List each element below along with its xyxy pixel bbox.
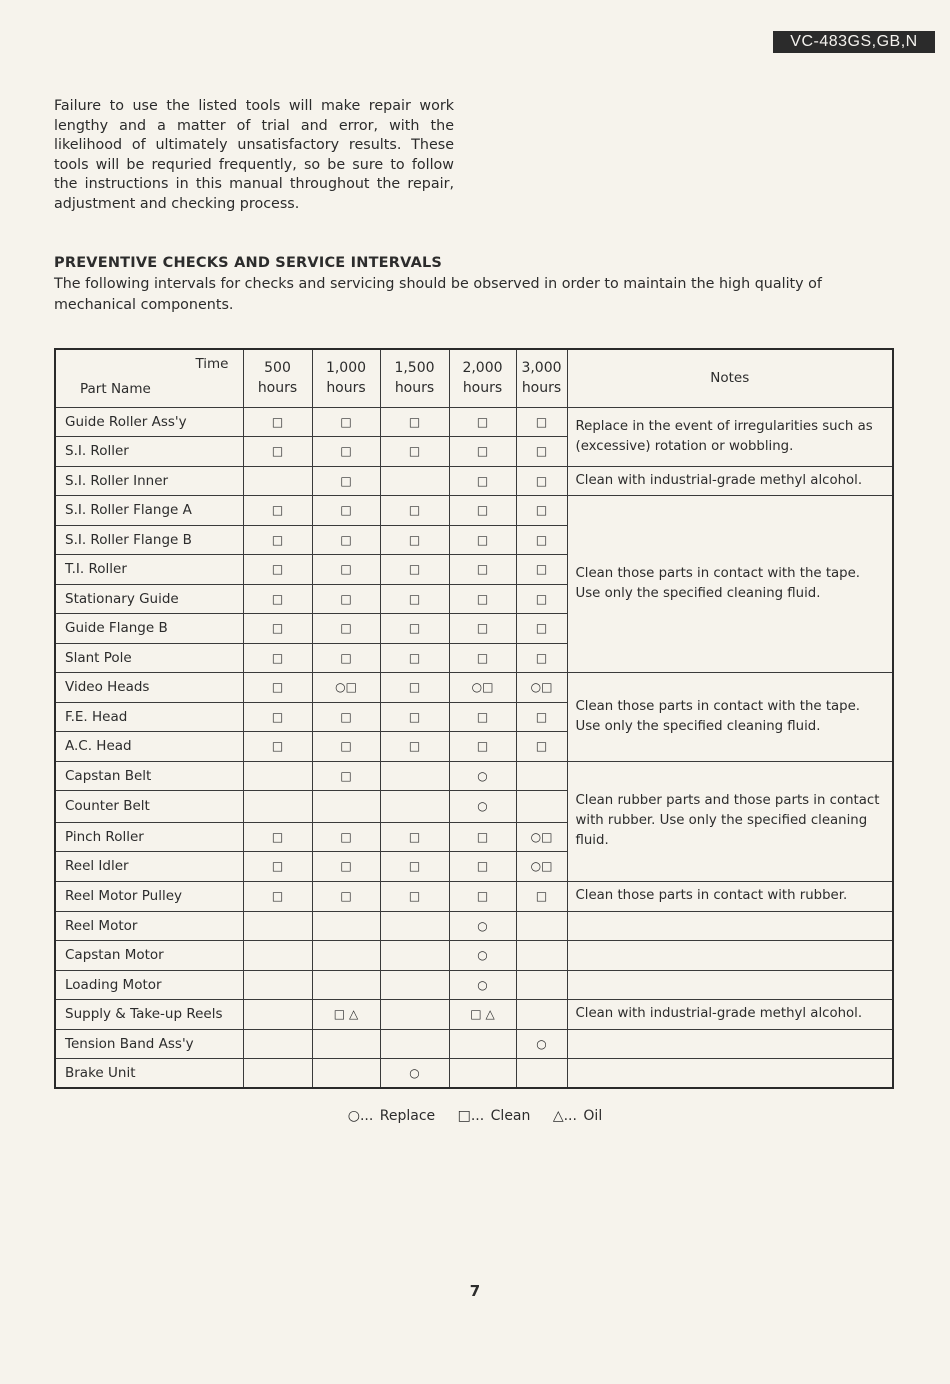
part-name-cell: S.I. Roller Inner <box>55 466 243 495</box>
legend-clean: □... Clean <box>457 1108 531 1124</box>
interval-mark-cell: □ <box>243 822 312 851</box>
interval-mark-cell: □ <box>516 554 567 584</box>
part-name-cell: T.I. Roller <box>55 554 243 584</box>
table-row <box>55 911 893 940</box>
interval-mark-cell: □ <box>449 881 516 911</box>
interval-unit: hours <box>394 380 435 397</box>
interval-mark-cell: □ <box>243 731 312 761</box>
interval-mark-cell: □ <box>243 436 312 466</box>
interval-mark-cell <box>380 970 449 999</box>
interval-mark-cell: ○□ <box>516 822 567 851</box>
interval-mark-cell: □ △ <box>312 999 380 1029</box>
interval-mark-cell: □ <box>312 731 380 761</box>
interval-mark-cell: □ <box>243 672 312 702</box>
interval-mark-cell: □ <box>243 495 312 525</box>
interval-mark-cell: □ <box>380 554 449 584</box>
table-row <box>55 999 893 1029</box>
notes-cell: Clean those parts in contact with the tape. Use only the specified cleaning fluid. <box>567 495 893 672</box>
interval-mark-cell <box>449 1058 516 1088</box>
interval-mark-cell: □ <box>516 495 567 525</box>
interval-unit: hours <box>462 380 503 397</box>
interval-value: 1,000 <box>325 360 367 377</box>
interval-mark-cell: □ <box>516 643 567 672</box>
interval-mark-cell: □ <box>380 672 449 702</box>
notes-cell: Clean those parts in contact with rubber. <box>567 881 893 911</box>
interval-mark-cell: □ <box>449 613 516 643</box>
interval-mark-cell <box>516 761 567 790</box>
interval-header <box>516 349 567 407</box>
interval-mark-cell <box>243 940 312 970</box>
interval-unit: hours <box>257 380 298 397</box>
notes-cell: Clean with industrial-grade methyl alcohol. <box>567 466 893 495</box>
interval-mark-cell <box>516 1058 567 1088</box>
table-row <box>55 672 893 702</box>
interval-mark-cell: □ <box>312 702 380 731</box>
interval-mark-cell <box>312 1029 380 1058</box>
interval-mark-cell: □ <box>380 731 449 761</box>
interval-mark-cell: □ <box>449 731 516 761</box>
part-name-cell: Capstan Motor <box>55 940 243 970</box>
part-name-cell: S.I. Roller Flange A <box>55 495 243 525</box>
interval-mark-cell <box>449 1029 516 1058</box>
interval-mark-cell <box>516 999 567 1029</box>
notes-cell: Clean with industrial-grade methyl alcohol. <box>567 999 893 1029</box>
interval-mark-cell: ○□ <box>516 851 567 881</box>
interval-mark-cell <box>243 1029 312 1058</box>
interval-mark-cell: □ <box>312 851 380 881</box>
notes-header: Notes <box>567 349 893 407</box>
interval-mark-cell: □ <box>449 643 516 672</box>
interval-mark-cell: □ <box>380 407 449 436</box>
interval-mark-cell <box>312 970 380 999</box>
interval-mark-cell: ○ <box>449 940 516 970</box>
interval-mark-cell: □ <box>312 466 380 495</box>
interval-mark-cell: □ <box>312 436 380 466</box>
interval-mark-cell <box>380 999 449 1029</box>
table-row <box>55 1058 893 1088</box>
interval-mark-cell <box>380 940 449 970</box>
interval-mark-cell: □ <box>449 851 516 881</box>
interval-value: 2,000 <box>462 360 503 377</box>
part-name-cell: Guide Roller Ass'y <box>55 407 243 436</box>
interval-mark-cell: □ <box>449 554 516 584</box>
interval-unit: hours <box>326 380 366 397</box>
interval-unit: hours <box>521 380 562 397</box>
interval-mark-cell: □ <box>516 613 567 643</box>
model-badge: VC-483GS,GB,N <box>773 31 935 53</box>
interval-mark-cell <box>380 911 449 940</box>
part-name-header <box>55 349 243 407</box>
interval-mark-cell: □ <box>312 881 380 911</box>
interval-mark-cell: □ <box>312 613 380 643</box>
interval-mark-cell: □ <box>516 466 567 495</box>
notes-cell-empty <box>567 1058 893 1088</box>
notes-cell-empty <box>567 911 893 940</box>
interval-mark-cell: ○ <box>380 1058 449 1088</box>
part-name-cell: Counter Belt <box>55 790 243 822</box>
notes-cell: Clean rubber parts and those parts in contact with rubber. Use only the specified cleaning fluid. <box>567 761 893 881</box>
interval-header <box>312 349 380 407</box>
part-name-label: Part Name <box>80 380 151 397</box>
interval-mark-cell: □ <box>449 584 516 613</box>
interval-mark-cell: □ <box>449 525 516 554</box>
interval-mark-cell: □ <box>312 761 380 790</box>
part-name-cell: Video Heads <box>55 672 243 702</box>
notes-cell-empty <box>567 970 893 999</box>
part-name-cell: A.C. Head <box>55 731 243 761</box>
interval-mark-cell: □ <box>243 407 312 436</box>
interval-mark-cell <box>312 790 380 822</box>
table-row <box>55 761 893 790</box>
interval-mark-cell: □ <box>380 613 449 643</box>
interval-mark-cell <box>243 790 312 822</box>
interval-mark-cell: □ <box>516 407 567 436</box>
interval-mark-cell <box>380 761 449 790</box>
table-row <box>55 1029 893 1058</box>
interval-mark-cell: □ <box>243 851 312 881</box>
legend-replace: ○... Replace <box>347 1108 436 1124</box>
interval-value: 500 <box>264 360 291 377</box>
legend <box>0 1108 950 1124</box>
part-name-cell: S.I. Roller <box>55 436 243 466</box>
interval-mark-cell: □ <box>449 495 516 525</box>
interval-header <box>449 349 516 407</box>
interval-mark-cell: □ <box>380 702 449 731</box>
interval-mark-cell: □ <box>243 881 312 911</box>
part-name-cell: Supply & Take-up Reels <box>55 999 243 1029</box>
interval-mark-cell: □ <box>380 495 449 525</box>
interval-mark-cell: ○ <box>449 761 516 790</box>
page-number: 7 <box>469 1282 481 1300</box>
table-row <box>55 407 893 436</box>
interval-mark-cell: □ <box>243 525 312 554</box>
interval-mark-cell <box>312 911 380 940</box>
interval-mark-cell: □ <box>380 881 449 911</box>
interval-mark-cell: □ <box>380 822 449 851</box>
interval-mark-cell <box>312 940 380 970</box>
interval-mark-cell: ○□ <box>312 672 380 702</box>
interval-mark-cell: □ <box>243 613 312 643</box>
interval-mark-cell: □ <box>312 822 380 851</box>
interval-header <box>380 349 449 407</box>
intro-paragraph: Failure to use the listed tools will make repair work lengthy and a matter of trial and error, with the likelihood of ultimately unsatisfactory results. These tools will be requried frequently, so be sure to follow the instructions in this manual throughout the repair, adjustment and checking process. <box>54 98 454 212</box>
interval-mark-cell: □ <box>312 554 380 584</box>
interval-mark-cell: □ <box>449 702 516 731</box>
interval-mark-cell <box>243 466 312 495</box>
part-name-cell: Slant Pole <box>55 643 243 672</box>
interval-mark-cell <box>516 970 567 999</box>
notes-cell-empty <box>567 940 893 970</box>
interval-mark-cell: □ <box>449 466 516 495</box>
notes-cell: Clean those parts in contact with the tape. Use only the specified cleaning fluid. <box>567 672 893 761</box>
interval-mark-cell: □ <box>243 584 312 613</box>
part-name-cell: Guide Flange B <box>55 613 243 643</box>
interval-mark-cell <box>243 761 312 790</box>
interval-mark-cell: □ <box>312 643 380 672</box>
interval-mark-cell: ○ <box>449 970 516 999</box>
interval-mark-cell: □ <box>516 584 567 613</box>
interval-mark-cell: □ <box>516 525 567 554</box>
interval-mark-cell <box>312 1058 380 1088</box>
interval-mark-cell <box>243 911 312 940</box>
part-name-cell: Pinch Roller <box>55 822 243 851</box>
table-row <box>55 466 893 495</box>
table-row <box>55 881 893 911</box>
interval-mark-cell <box>380 466 449 495</box>
legend-oil: △... Oil <box>552 1108 603 1124</box>
interval-mark-cell: ○□ <box>516 672 567 702</box>
interval-mark-cell: ○ <box>516 1029 567 1058</box>
interval-mark-cell <box>516 790 567 822</box>
part-name-cell: Reel Motor Pulley <box>55 881 243 911</box>
part-name-cell: Loading Motor <box>55 970 243 999</box>
interval-mark-cell: □ <box>243 554 312 584</box>
interval-header <box>243 349 312 407</box>
notes-cell: Replace in the event of irregularities such as (excessive) rotation or wobbling. <box>567 407 893 466</box>
part-name-cell: Stationary Guide <box>55 584 243 613</box>
section-text: The following intervals for checks and servicing should be observed in order to maintain the high quality of mechanical components. <box>54 276 822 313</box>
interval-mark-cell: □ <box>449 436 516 466</box>
part-name-cell: S.I. Roller Flange B <box>55 525 243 554</box>
service-interval-table <box>54 348 894 1089</box>
part-name-cell: Reel Idler <box>55 851 243 881</box>
notes-cell-empty <box>567 1029 893 1058</box>
part-name-cell: Brake Unit <box>55 1058 243 1088</box>
part-name-cell: Tension Band Ass'y <box>55 1029 243 1058</box>
interval-mark-cell: □ <box>449 822 516 851</box>
interval-value: 3,000 <box>521 360 562 377</box>
section-title: PREVENTIVE CHECKS AND SERVICE INTERVALS <box>54 255 443 271</box>
interval-mark-cell: □ <box>312 525 380 554</box>
table-row <box>55 495 893 525</box>
interval-mark-cell: □ <box>312 407 380 436</box>
interval-mark-cell <box>516 940 567 970</box>
part-name-cell: F.E. Head <box>55 702 243 731</box>
table-row <box>55 970 893 999</box>
interval-mark-cell: □ <box>516 436 567 466</box>
part-name-cell: Reel Motor <box>55 911 243 940</box>
interval-mark-cell <box>243 1058 312 1088</box>
interval-mark-cell: □ <box>243 643 312 672</box>
interval-mark-cell <box>243 970 312 999</box>
interval-mark-cell: □ <box>380 525 449 554</box>
interval-value: 1,500 <box>394 360 435 377</box>
interval-mark-cell: □ △ <box>449 999 516 1029</box>
interval-mark-cell: ○ <box>449 790 516 822</box>
interval-mark-cell <box>243 999 312 1029</box>
interval-mark-cell: □ <box>380 436 449 466</box>
interval-mark-cell: □ <box>312 495 380 525</box>
interval-mark-cell: □ <box>312 584 380 613</box>
interval-mark-cell: □ <box>516 702 567 731</box>
interval-mark-cell: □ <box>516 881 567 911</box>
part-name-cell: Capstan Belt <box>55 761 243 790</box>
interval-mark-cell: ○□ <box>449 672 516 702</box>
interval-mark-cell: □ <box>243 702 312 731</box>
interval-mark-cell: ○ <box>449 911 516 940</box>
interval-mark-cell: □ <box>516 731 567 761</box>
interval-mark-cell: □ <box>380 584 449 613</box>
interval-mark-cell: □ <box>380 643 449 672</box>
interval-mark-cell: □ <box>449 407 516 436</box>
interval-mark-cell <box>516 911 567 940</box>
interval-mark-cell <box>380 1029 449 1058</box>
table-row <box>55 940 893 970</box>
interval-mark-cell <box>380 790 449 822</box>
interval-mark-cell: □ <box>380 851 449 881</box>
time-label: Time <box>195 356 229 372</box>
